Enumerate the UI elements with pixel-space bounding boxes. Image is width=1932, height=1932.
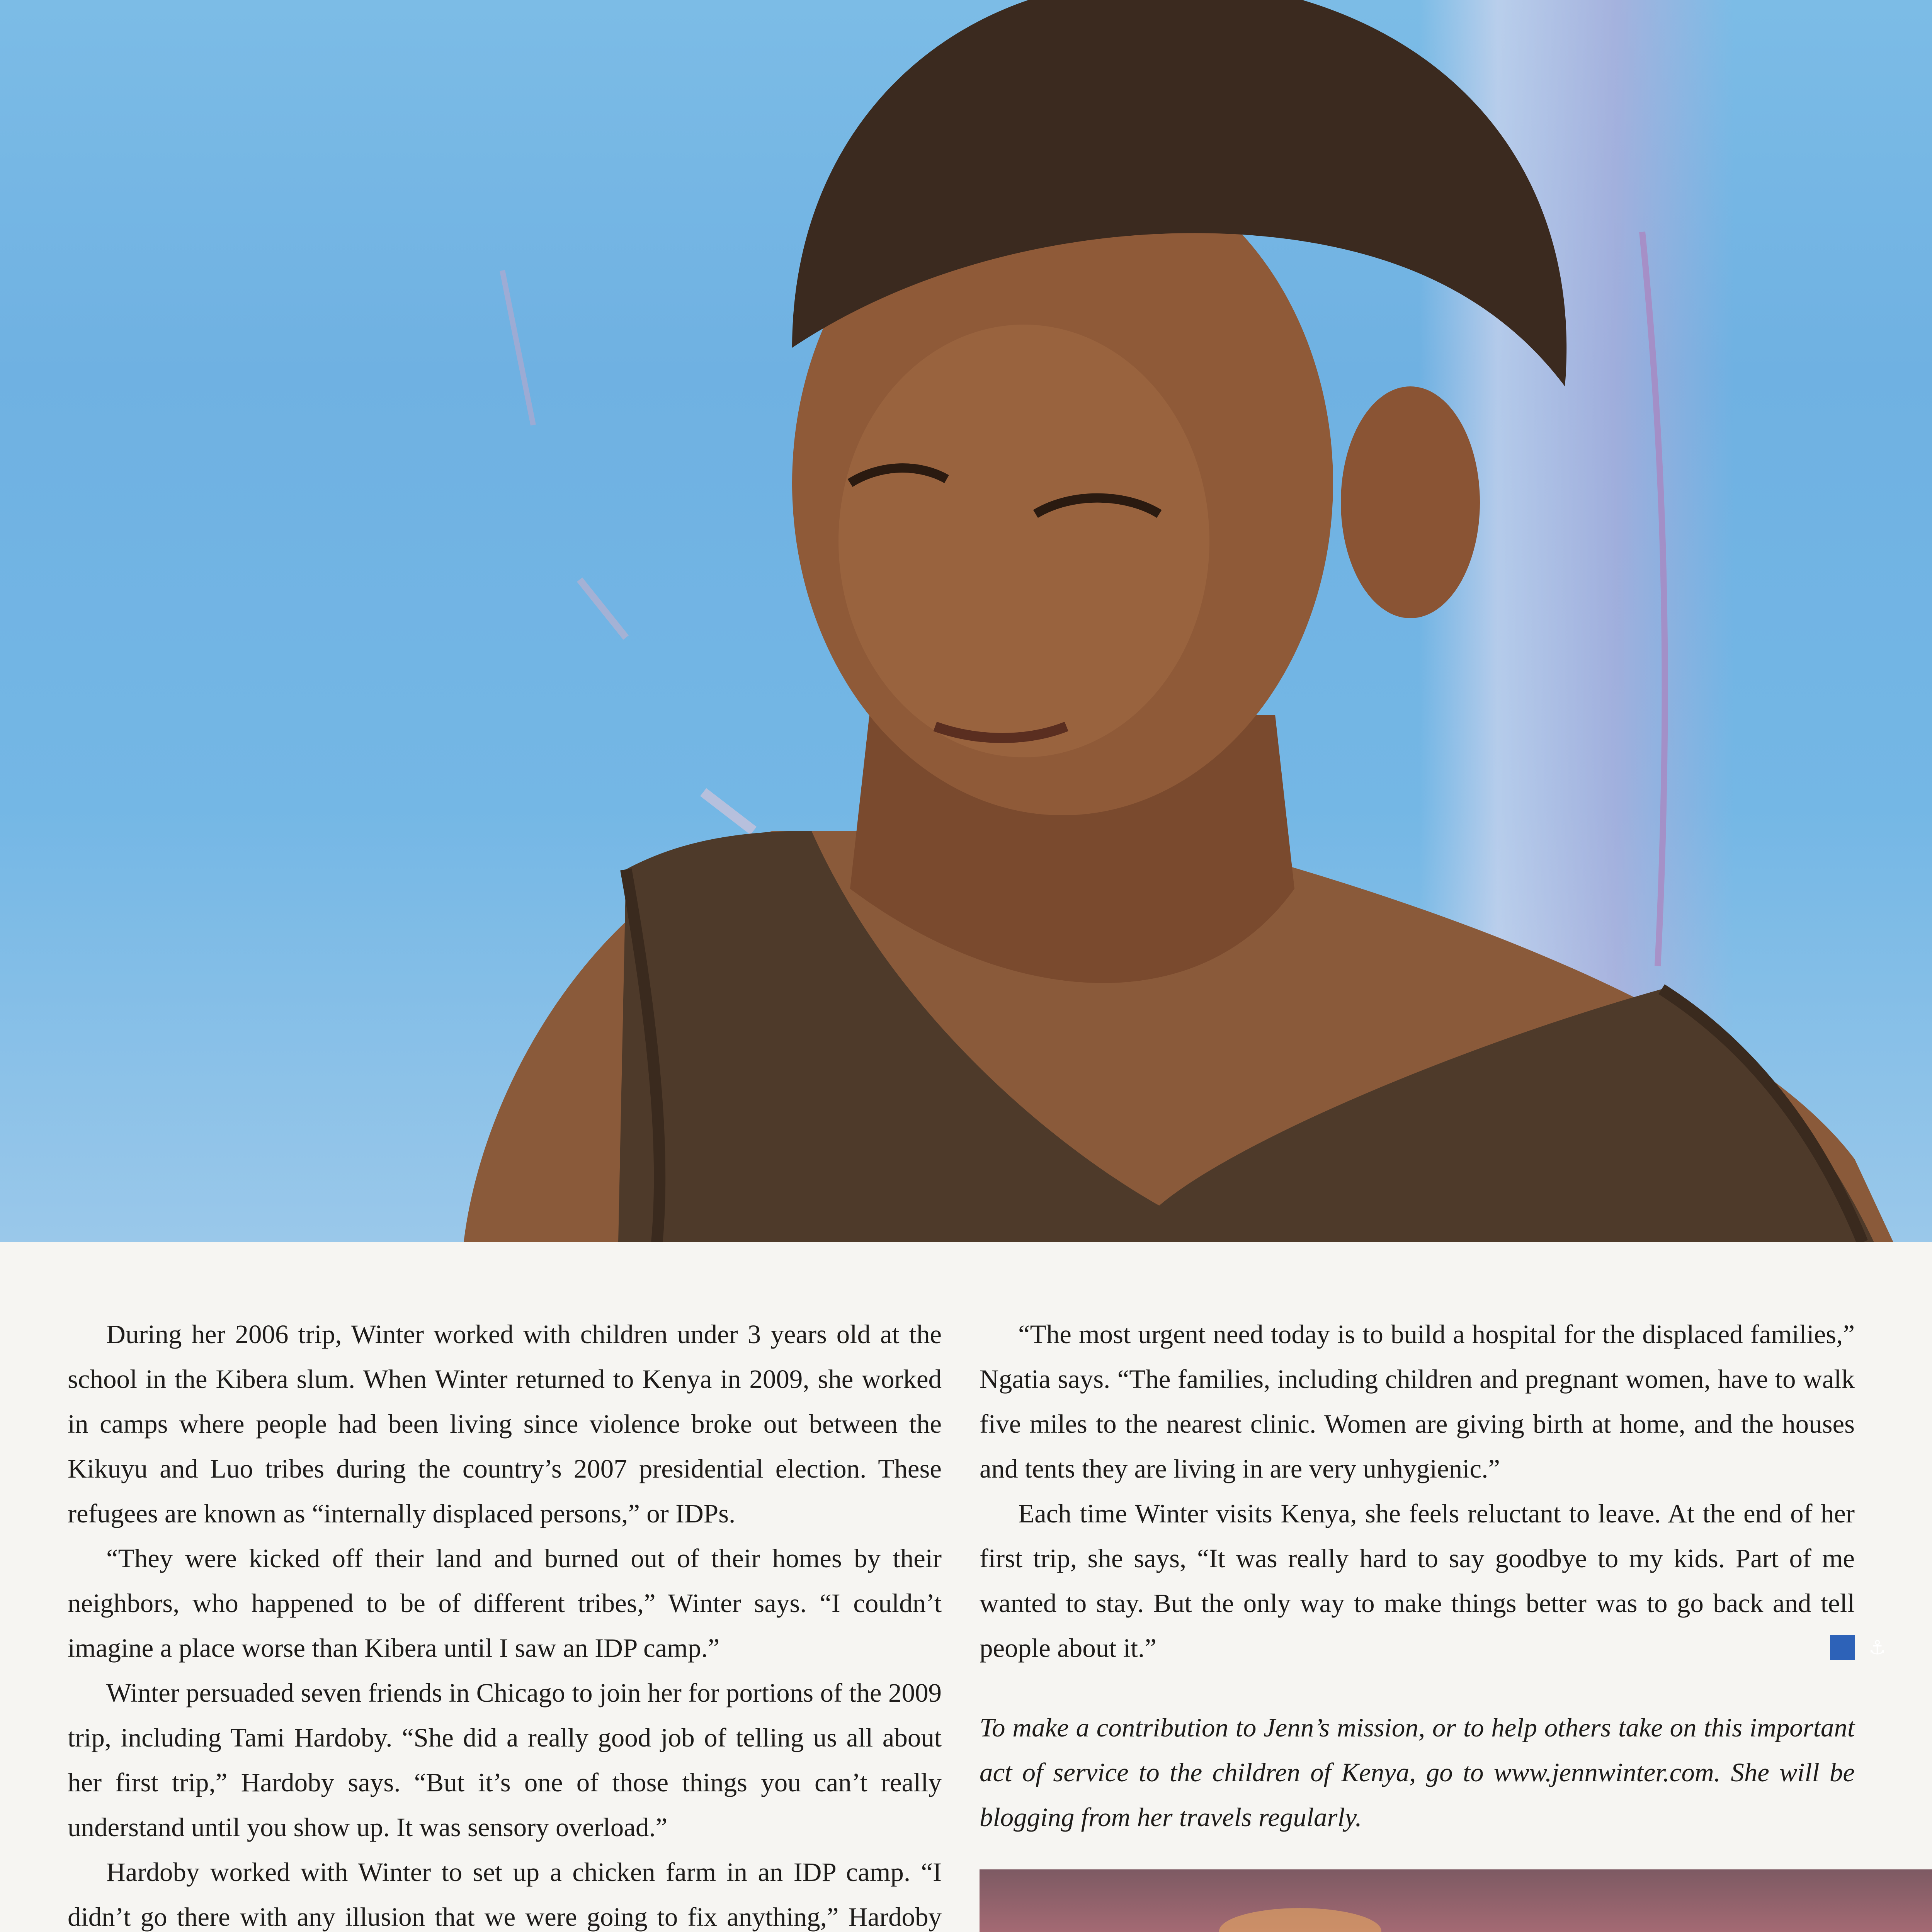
sunset-lake-illustration xyxy=(980,1869,1932,1932)
sunset-lake-photo xyxy=(980,1869,1932,1932)
article-paragraph: Winter persuaded seven friends in Chicago to join her for portions of the 2009 trip, including Tami Hardoby. “She did a really good job of telling us all about her first trip,” Hardoby says. “But it’s one of those things you can’t really understand until you show up. It was sensory overload.” xyxy=(68,1678,942,1842)
article-paragraph-text: Each time Winter visits Kenya, she feels reluctant to leave. At the end of her first trip, she says, “It was really hard to say goodbye to my kids. Part of me wanted to stay. But the only way to make things better was to go back and tell people about it.” xyxy=(980,1499,1855,1663)
article-paragraph: “The most urgent need today is to build a hospital for the displaced families,” Ngatia says. “The families, including children and pregnant women, have to walk five miles to the nearest clinic. Women are giving birth at home, and the houses and tents they are living in are very unhygienic.” xyxy=(980,1320,1855,1483)
article-paragraph: During her 2006 trip, Winter worked with children under 3 years old at the school in the Kibera slum. When Winter returned to Kenya in 2009, she worked in camps where people had been living since violence broke out between the Kikuyu and Luo tribes during the country’s 2007 presidential election. These refugees are known as “internally displaced persons,” or IDPs. xyxy=(68,1320,942,1528)
contribution-note: To make a contribution to Jenn’s mission, or to help others take on this important act of service to the children of Kenya, go to www.jennwinter.com. She will be blogging from her travels regularly. xyxy=(980,1713,1855,1832)
article-paragraph: Hardoby worked with Winter to set up a chicken farm in an IDP camp. “I didn’t go there with any illusion that we were going to fix anything,” Hardoby xyxy=(68,1857,942,1932)
article-right-column xyxy=(980,1312,1886,1840)
anchor-icon: ⚓ xyxy=(1830,1635,1855,1660)
article-left-column xyxy=(68,1312,942,1932)
article-paragraph: “They were kicked off their land and burned out of their homes by their neighbors, who happened to be of different tribes,” Winter says. “I couldn’t imagine a place worse than Kibera until I saw an IDP camp.” xyxy=(68,1544,942,1663)
article-paragraph xyxy=(980,1491,1886,1670)
